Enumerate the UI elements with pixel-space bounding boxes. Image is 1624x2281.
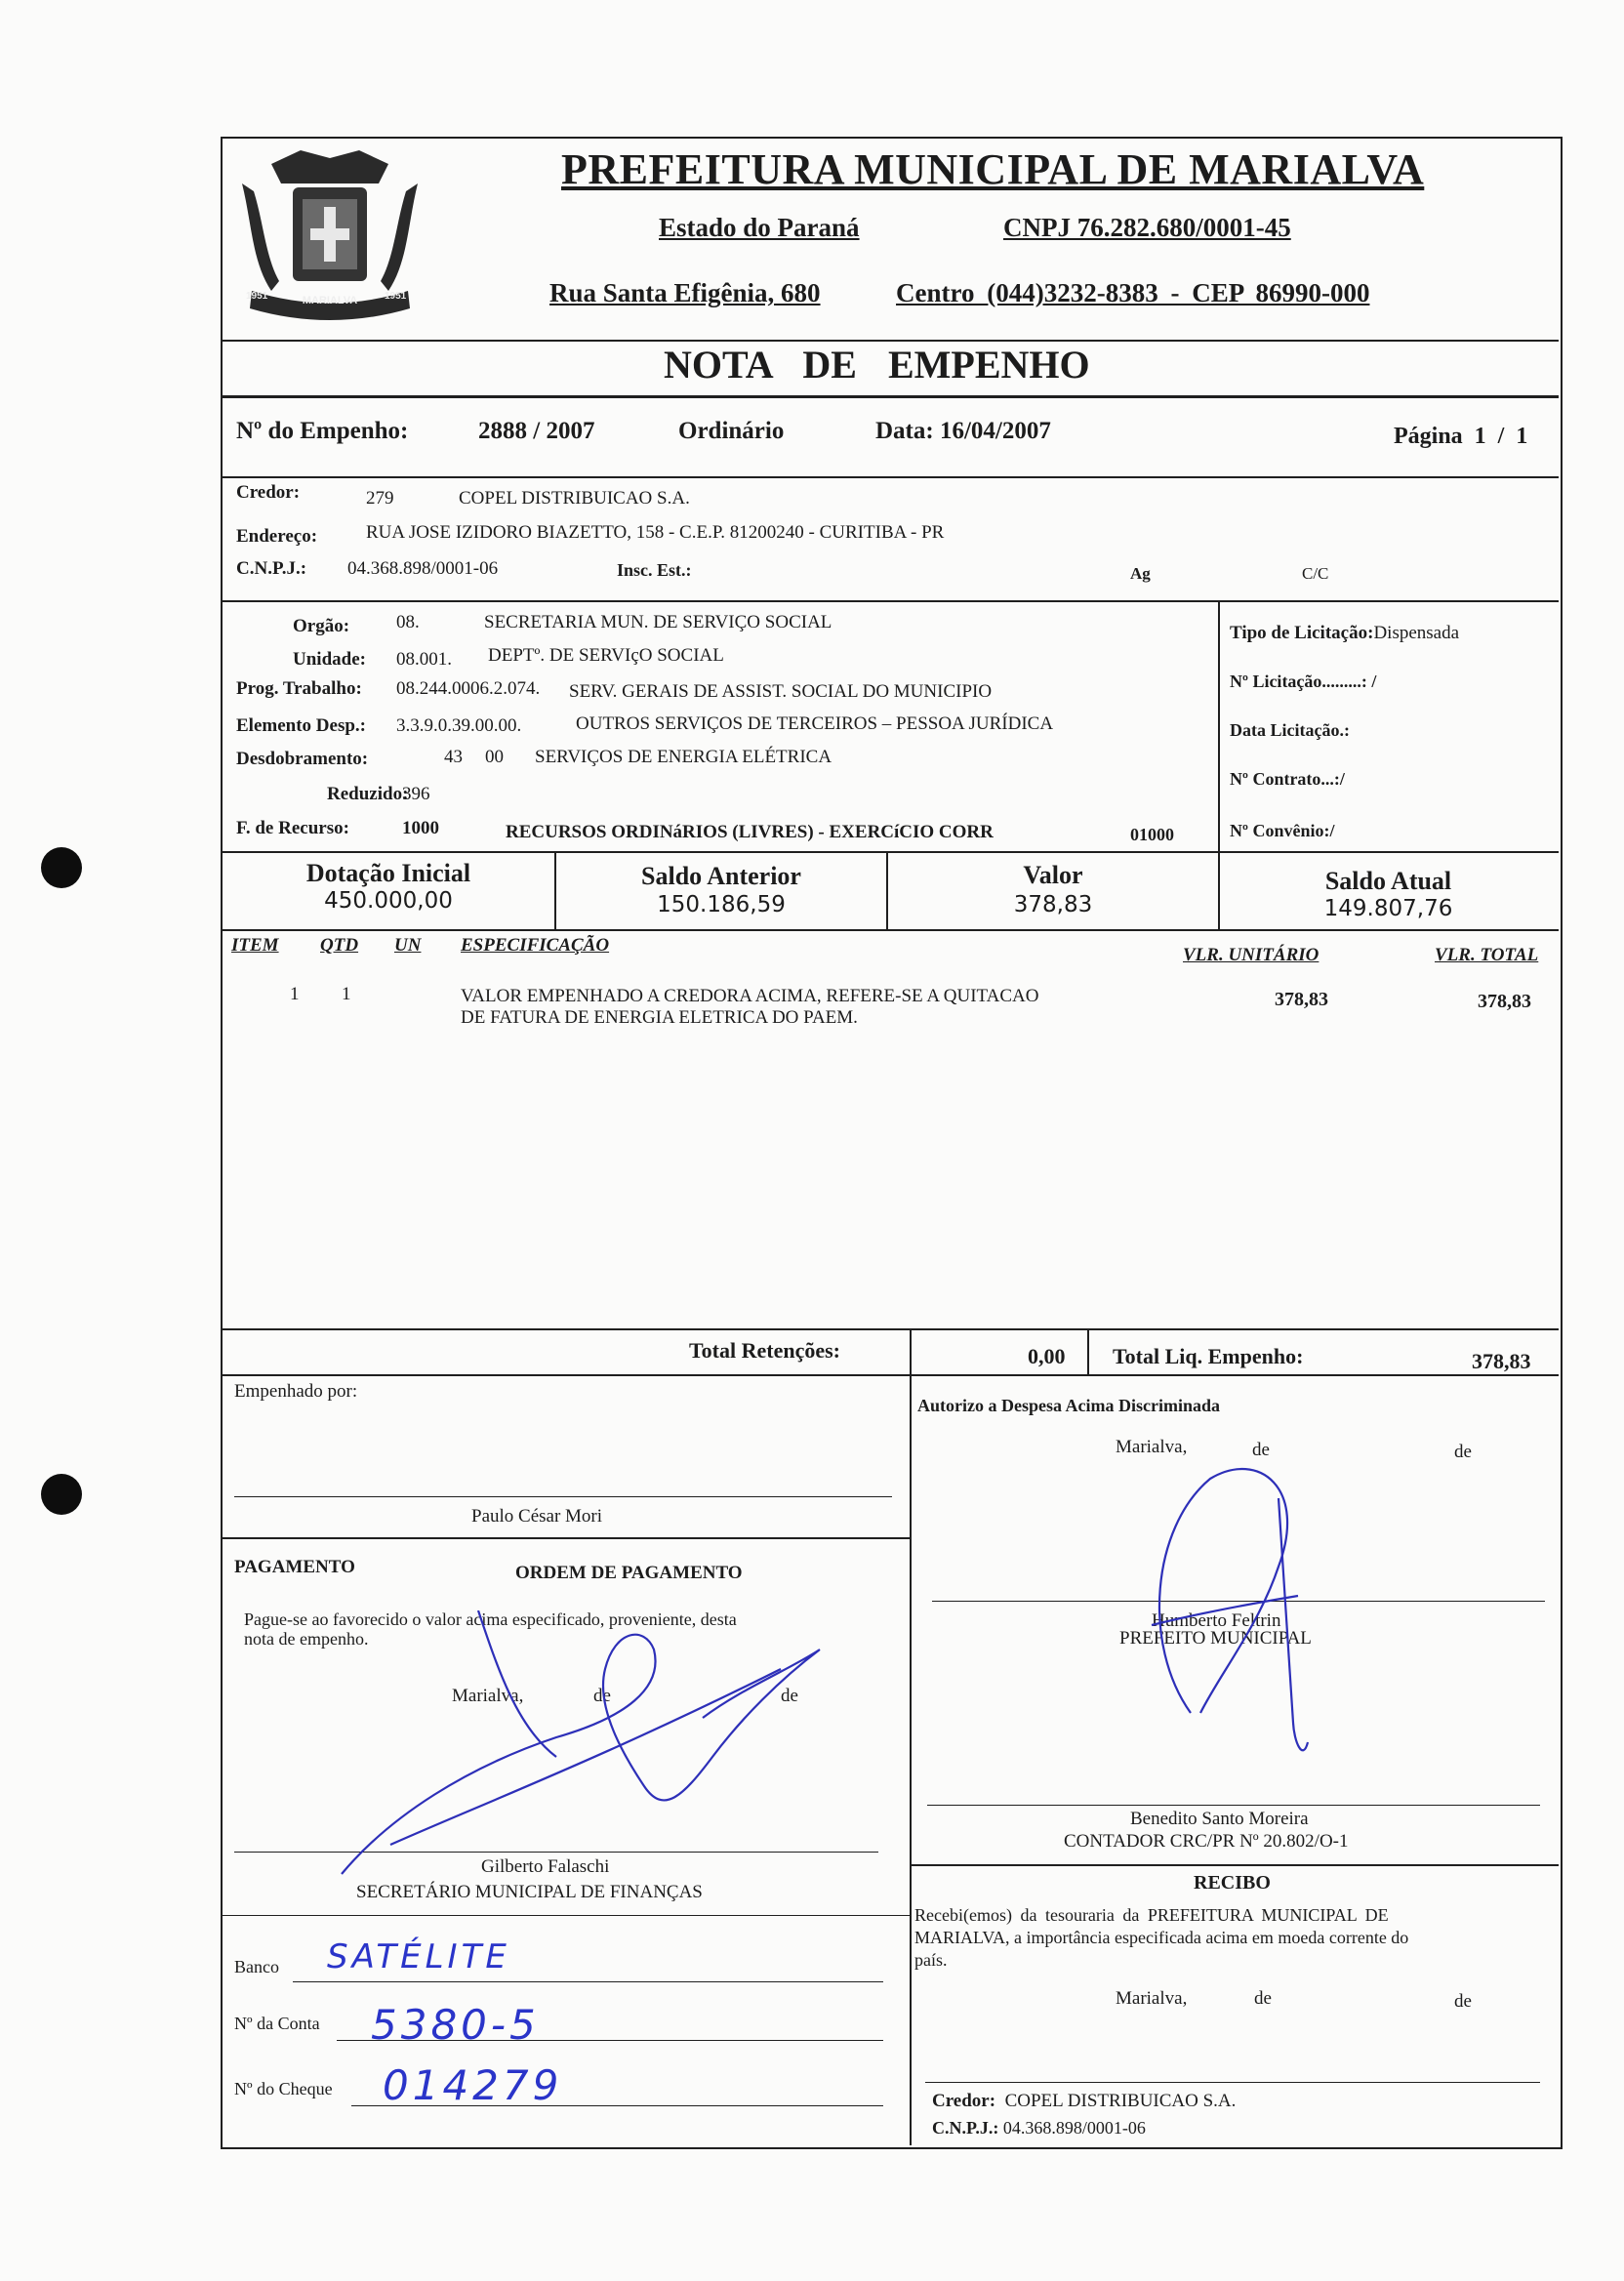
agency-label: Ag [1130, 564, 1151, 583]
reduzido-label: Reduzido: [327, 784, 409, 804]
item-unit-value: 378,83 [1275, 989, 1328, 1010]
recurso-name: RECURSOS ORDINáRIOS (LIVRES) - EXERCíCIO CORR [506, 822, 994, 842]
header-address: Rua Santa Efigênia, 680 [549, 278, 821, 307]
dotacao-value: 450.000,00 [324, 888, 453, 914]
item-description-line1: VALOR EMPENHADO A CREDORA ACIMA, REFERE-SE A QUITACAO [461, 986, 1039, 1006]
pagamento-de1: de [593, 1686, 611, 1706]
credor-name: COPEL DISTRIBUICAO S.A. [459, 488, 690, 509]
unidade-label: Unidade: [293, 649, 366, 670]
signature-line [927, 1805, 1540, 1806]
autorizo-de2: de [1454, 1442, 1472, 1462]
saldo-anterior-label: Saldo Anterior [641, 862, 801, 890]
autorizo-de1: de [1252, 1440, 1270, 1460]
signature-line [234, 1496, 892, 1497]
liquido-label: Total Liq. Empenho: [1113, 1344, 1304, 1368]
prefeito-name: Humberto Feltrin [1152, 1610, 1281, 1631]
divider [223, 1537, 912, 1539]
recibo-de1: de [1254, 1988, 1272, 2009]
recurso-number: 01000 [1130, 825, 1174, 844]
prog-trabalho-code: 08.244.0006.2.074. [396, 678, 541, 699]
divider [223, 851, 1559, 853]
dotacao-label: Dotação Inicial [305, 859, 471, 887]
prog-trabalho-label: Prog. Trabalho: [236, 678, 362, 699]
licitacao-tipo-label: Tipo de Licitação: [1230, 623, 1374, 643]
secretario-name: Gilberto Falaschi [481, 1856, 610, 1877]
pagamento-text-line1: Pague-se ao favorecido o valor acima especificado, proveniente, desta [244, 1609, 737, 1629]
municipal-crest [232, 144, 427, 330]
insc-est-label: Insc. Est.: [617, 560, 692, 580]
recibo-line2: MARIALVA, a importância especificada acima em moeda corrente do [914, 1928, 1409, 1947]
desdobramento-label: Desdobramento: [236, 749, 369, 769]
recibo-title: RECIBO [1194, 1872, 1271, 1894]
retencoes-value: 0,00 [1028, 1344, 1066, 1368]
saldo-atual-value: 149.807,76 [1323, 896, 1453, 921]
liquido-value: 378,83 [1472, 1349, 1531, 1373]
conta-handwritten: 5380-5 [371, 2001, 540, 2049]
divider [223, 929, 1559, 931]
col-item: ITEM [231, 935, 279, 956]
divider [223, 395, 1559, 398]
prefeito-signature [1132, 1449, 1337, 1781]
pagamento-place: Marialva, [452, 1686, 524, 1706]
recibo-cnpj-value: 04.368.898/0001-06 [1002, 2118, 1146, 2138]
col-qtd: QTD [320, 935, 359, 956]
saldo-atual-label: Saldo Atual [1324, 867, 1452, 895]
credor-label: Credor: [236, 482, 301, 503]
divider [223, 600, 1559, 602]
col-un: UN [394, 935, 422, 956]
secretario-title: SECRETÁRIO MUNICIPAL DE FINANÇAS [356, 1882, 703, 1902]
orgao-label: Orgão: [293, 616, 350, 636]
orgao-code: 08. [396, 612, 420, 632]
conta-label: Nº da Conta [234, 2014, 320, 2033]
page-number: Página 1 / 1 [1394, 424, 1528, 449]
punch-hole [41, 1474, 82, 1515]
recibo-cnpj-label: C.N.P.J.: [932, 2118, 999, 2138]
account-label: C/C [1302, 564, 1329, 583]
cnpj-label: C.N.P.J.: [236, 558, 307, 579]
signature-line [925, 2082, 1540, 2083]
ordem-pagamento-label: ORDEM DE PAGAMENTO [515, 1563, 743, 1583]
recibo-place: Marialva, [1116, 1988, 1188, 2009]
recibo-cnpj [932, 2118, 1146, 2138]
reduzido-value: 396 [402, 784, 430, 804]
col-unit-value: VLR. UNITÁRIO [1183, 945, 1320, 965]
header-cnpj: CNPJ 76.282.680/0001-45 [1003, 213, 1291, 242]
item-number: 1 [290, 984, 300, 1004]
retencoes-label: Total Retenções: [689, 1338, 840, 1363]
saldo-anterior-value: 150.186,59 [657, 892, 786, 917]
divider [910, 1374, 912, 2145]
recurso-code: 1000 [402, 818, 439, 838]
empenho-type: Ordinário [678, 418, 785, 444]
divider [223, 476, 1559, 478]
empenhado-por-label: Empenhado por: [234, 1381, 358, 1402]
desdobramento-code: 43 [444, 747, 463, 767]
credor-cnpj: 04.368.898/0001-06 [347, 558, 499, 579]
convenio-number: Nº Convênio:/ [1230, 821, 1335, 840]
cheque-handwritten: 014279 [383, 2061, 563, 2109]
contador-name: Benedito Santo Moreira [1130, 1809, 1309, 1829]
elemento-code: 3.3.9.0.39.00.00. [396, 715, 522, 736]
divider [223, 1915, 912, 1916]
empenho-date: Data: 16/04/2007 [875, 418, 1051, 444]
contract-number: Nº Contrato...:/ [1230, 769, 1345, 789]
prog-trabalho-name: SERV. GERAIS DE ASSIST. SOCIAL DO MUNICIPIO [569, 681, 993, 702]
crest-year-left: 1951 [246, 291, 268, 302]
empenhado-name: Paulo César Mori [471, 1506, 603, 1527]
valor-label: Valor [1023, 861, 1083, 889]
credor-address: RUA JOSE IZIDORO BIAZETTO, 158 - C.E.P. 81200240 - CURITIBA - PR [366, 522, 945, 543]
empenho-label: Nº do Empenho: [236, 418, 409, 444]
licitacao-tipo-value: Dispensada [1373, 623, 1460, 643]
credor-code: 279 [366, 488, 394, 509]
empenho-number: 2888 / 2007 [478, 418, 595, 444]
col-especificacao: ESPECIFICAÇÃO [461, 935, 610, 956]
item-description-line2: DE FATURA DE ENERGIA ELETRICA DO PAEM. [461, 1007, 858, 1028]
item-total-value: 378,83 [1478, 991, 1531, 1012]
divider [910, 1328, 912, 1375]
elemento-name: OUTROS SERVIÇOS DE TERCEIROS – PESSOA JURÍDICA [576, 713, 1054, 734]
recibo-line3: país. [914, 1950, 948, 1970]
unidade-name: DEPTº. DE SERVIçO SOCIAL [488, 645, 724, 666]
address-label: Endereço: [236, 526, 318, 547]
recibo-credor-label: Credor: [932, 2091, 996, 2111]
divider [912, 1864, 1559, 1866]
doc-title: NOTA DE EMPENHO [664, 343, 1090, 387]
field-line [293, 1981, 883, 1982]
recurso-label: F. de Recurso: [236, 818, 349, 838]
banco-handwritten: SATÉLITE [327, 1937, 510, 1976]
orgao-name: SECRETARIA MUN. DE SERVIÇO SOCIAL [484, 612, 832, 632]
prefeito-title: PREFEITO MUNICIPAL [1119, 1628, 1312, 1649]
autorizo-label: Autorizo a Despesa Acima Discriminada [917, 1396, 1220, 1415]
divider [1087, 1328, 1089, 1375]
licitacao-number: Nº Licitação.........: / [1230, 672, 1377, 691]
crest-banner-text: MARIALVA [302, 295, 358, 306]
valor-value: 378,83 [1013, 892, 1093, 917]
divider [1218, 600, 1220, 852]
recibo-credor-name: COPEL DISTRIBUICAO S.A. [1004, 2091, 1237, 2111]
pagamento-label: PAGAMENTO [234, 1557, 355, 1577]
recibo-de2: de [1454, 1991, 1472, 2012]
divider [223, 1328, 1559, 1330]
desdobramento-sub: 00 [485, 747, 504, 767]
header-title: PREFEITURA MUNICIPAL DE MARIALVA [561, 145, 1425, 193]
cheque-label: Nº do Cheque [234, 2079, 333, 2098]
recibo-line1: Recebi(emos) da tesouraria da PREFEITURA MUNICIPAL DE [914, 1905, 1389, 1925]
col-total-value: VLR. TOTAL [1435, 945, 1539, 965]
header-address-contact: Centro (044)3232-8383 - CEP 86990-000 [896, 278, 1370, 307]
punch-hole [41, 847, 82, 888]
contador-title: CONTADOR CRC/PR Nº 20.802/O-1 [1064, 1831, 1349, 1852]
elemento-label: Elemento Desp.: [236, 715, 366, 736]
desdobramento-name: SERVIÇOS DE ENERGIA ELÉTRICA [535, 747, 832, 767]
item-qty: 1 [342, 984, 351, 1004]
header-state: Estado do Paraná [659, 213, 860, 242]
crest-year-right: 1951 [385, 291, 407, 302]
autorizo-place: Marialva, [1116, 1437, 1188, 1457]
pagamento-de2: de [781, 1686, 798, 1706]
secretario-signature [332, 1610, 859, 1884]
divider [223, 1374, 1559, 1376]
banco-label: Banco [234, 1957, 279, 1976]
recibo-credor [932, 2091, 1236, 2112]
pagamento-text-line2: nota de empenho. [244, 1629, 369, 1649]
unidade-code: 08.001. [396, 649, 452, 670]
licitacao-tipo [1230, 623, 1459, 644]
licitacao-date: Data Licitação.: [1230, 720, 1350, 740]
